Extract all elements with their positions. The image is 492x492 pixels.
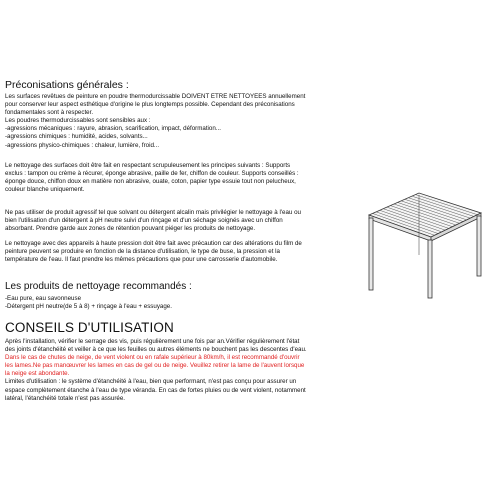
- text-line: espace complètement étanche à l'eau de type véranda. En cas de fortes pluies ou de vent violent, notamment: [5, 386, 306, 394]
- text-line: -agressions chimiques : humidité, acides, solvants...: [5, 133, 148, 141]
- product-warning: [5, 209, 350, 233]
- text-line: peinture peuvent se produire en fonction de la distance d'utilisation, le type de buse, la pression et la: [5, 248, 280, 256]
- text-line: Le nettoyage avec des appareils à haute pression doit être fait avec précaution car des altérations du film de: [5, 240, 302, 247]
- general-intro: [5, 93, 365, 150]
- text-line: absorbant. Prendre garde aux zones de rétention pouvant piéger les produits de nettoyage.: [5, 225, 256, 233]
- cleaning-principles: [5, 162, 350, 194]
- text-line: Le nettoyage des surfaces doit être fait en respectant scrupuleusement les principes suivants : Supports: [5, 162, 291, 169]
- text-line: -agressions mécaniques : rayure, abrasion, scarification, impact, déformation...: [5, 125, 221, 133]
- products-title: Les produits de nettoyage recommandés :: [5, 281, 192, 292]
- warning-line: les lames.Ne pas manœuvrer les lames en cas de gel ou de neige. Veuillez retirer la lame de l'auvent lorsque: [5, 362, 305, 370]
- general-title: Préconisations générales :: [5, 79, 129, 91]
- text-line: des joints d'étanchéité et veiller à ce que les feuilles ou autres éléments ne bouchent pas les descentes d'eau.: [5, 346, 307, 354]
- warning-line: la neige est abondante.: [5, 370, 70, 378]
- text-line: couleur blanche uniquement.: [5, 186, 85, 194]
- list-item: -Détergent pH neutre(de 5 à 8) + rinçage à l'eau + essuyage.: [5, 303, 172, 311]
- usage-title: CONSEILS D'UTILISATION: [5, 320, 174, 335]
- text-line: Après l'installation, vérifier le serrage des vis, puis régulièrement une fois par an.Vérifier régulièrement l'état: [5, 338, 300, 345]
- text-line: fondamentales sont à respecter.: [5, 109, 94, 117]
- text-line: Les surfaces revêtues de peinture en poudre thermodurcissable DOIVENT ETRE NETTOYEES annuellement: [5, 93, 306, 100]
- usage-text: [5, 338, 377, 403]
- text-line: bien l'utilisation d'un détergent à pH neutre suivi d'un rinçage et d'un séchage soignés avec un chiffon: [5, 217, 283, 225]
- text-line: exclus : tampon ou crème à récurer, éponge abrasive, paille de fer, chiffon de couleur. Supports conseillés :: [5, 170, 299, 178]
- text-line: éponge douce, chiffon doux en matière non abrasive, ouate, coton, papier type essuie tout non pelucheux,: [5, 178, 296, 186]
- products-list: [5, 295, 255, 311]
- text-line: température de l'eau. Il faut prendre les mêmes précautions que pour une carrosserie d'automobile.: [5, 256, 278, 264]
- pressure-warning: [5, 240, 345, 264]
- text-line: -agressions physico-chimiques : chaleur, lumière, froid...: [5, 141, 160, 149]
- text-line: Ne pas utiliser de produit agressif tel que solvant ou détergent alcalin mais privilégier le nettoyage à l'eau ou: [5, 209, 301, 216]
- text-line: latéral, l'étanchéité totale n'est pas assurée.: [5, 394, 125, 402]
- pergola-illustration-icon: [355, 185, 485, 300]
- text-line: Limites d'utilisation : le système d'étanchéité à l'eau, bien que performant, n'est pas conçu pour assurer un: [5, 378, 297, 386]
- text-line: Les poudres thermodurcissables sont sensibles aux :: [5, 117, 151, 125]
- text-line: pour conserver leur aspect esthétique d'origine le plus longtemps possible. Cependant des préconisations: [5, 101, 295, 109]
- warning-line: Dans le cas de chutes de neige, de vent violent ou en rafale supérieur à 80km/h, il est recommandé d'ouvrir: [5, 354, 300, 362]
- list-item: -Eau pure, eau savonneuse: [5, 295, 82, 302]
